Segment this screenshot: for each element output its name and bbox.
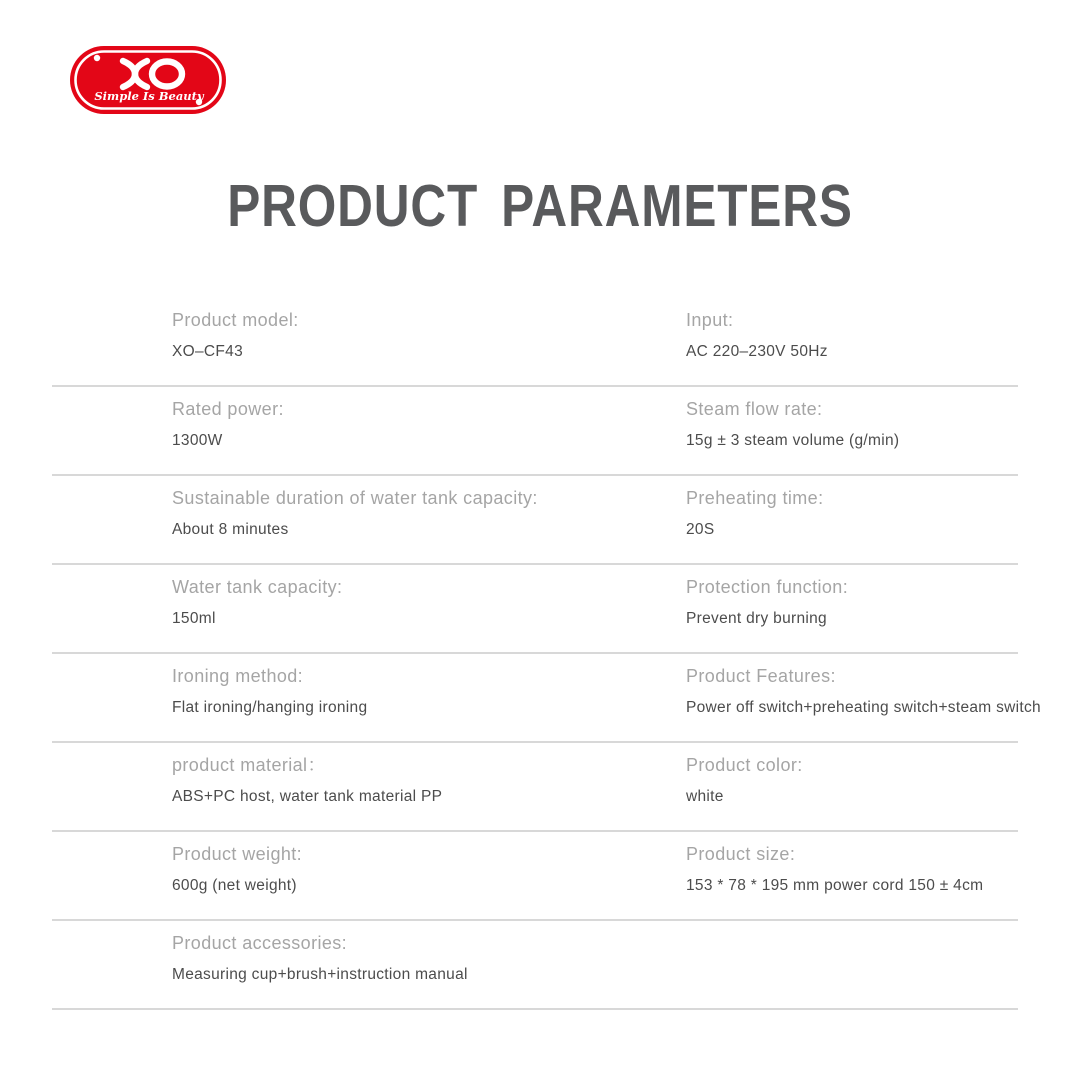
spec-value: white xyxy=(686,788,724,805)
spec-label: product material： xyxy=(172,755,326,775)
spec-cell xyxy=(172,487,672,539)
spec-row-duration xyxy=(52,476,1018,565)
spec-label: Product color: xyxy=(686,755,803,775)
spec-value: AC 220–230V 50Hz xyxy=(686,343,828,360)
spec-cell xyxy=(172,576,672,628)
spec-label: Preheating time: xyxy=(686,488,824,508)
spec-row-rated-power xyxy=(52,387,1018,476)
spec-value: 20S xyxy=(686,521,715,538)
spec-cell xyxy=(686,576,1026,628)
spec-cell xyxy=(686,398,1026,450)
spec-row-water-tank xyxy=(52,565,1018,654)
spec-label: Product weight: xyxy=(172,844,303,864)
spec-cell xyxy=(686,843,1026,895)
spec-label: Ironing method: xyxy=(172,666,304,686)
spec-row-weight xyxy=(52,832,1018,921)
spec-cell xyxy=(686,487,1026,539)
spec-cell xyxy=(172,398,672,450)
spec-row-material xyxy=(52,743,1018,832)
spec-label: Sustainable duration of water tank capacity: xyxy=(172,488,538,508)
spec-label: Input: xyxy=(686,310,734,330)
xo-brand-logo-icon xyxy=(70,46,226,114)
spec-label: Product accessories: xyxy=(172,933,348,953)
spec-value: ABS+PC host, water tank material PP xyxy=(172,788,443,805)
spec-cell xyxy=(172,754,672,806)
spec-value: 15g ± 3 steam volume (g/min) xyxy=(686,432,900,449)
spec-cell xyxy=(172,665,672,717)
spec-cell xyxy=(686,754,1026,806)
spec-value: About 8 minutes xyxy=(172,521,289,538)
spec-label: Product Features: xyxy=(686,666,836,686)
spec-value: 1300W xyxy=(172,432,223,449)
spec-cell xyxy=(172,932,672,984)
spec-cell xyxy=(686,665,1041,717)
spec-value: XO–CF43 xyxy=(172,343,244,360)
spec-value: Flat ironing/hanging ironing xyxy=(172,699,368,716)
spec-value: Prevent dry burning xyxy=(686,610,827,627)
spec-cell xyxy=(172,843,672,895)
spec-value: Power off switch+preheating switch+steam switch xyxy=(686,699,1041,716)
spec-cell xyxy=(686,932,1026,943)
logo-dot-top-left xyxy=(94,55,100,61)
page-title: PRODUCT PARAMETERS xyxy=(227,173,853,239)
spec-value: Measuring cup+brush+instruction manual xyxy=(172,966,468,983)
spec-value: 153 * 78 * 195 mm power cord 150 ± 4cm xyxy=(686,877,984,894)
spec-value: 150ml xyxy=(172,610,216,627)
spec-cell xyxy=(172,309,672,361)
spec-label: Product model: xyxy=(172,310,299,330)
spec-label: Water tank capacity: xyxy=(172,577,343,597)
spec-label: Steam flow rate: xyxy=(686,399,823,419)
spec-value: 600g (net weight) xyxy=(172,877,297,894)
spec-row-ironing-method xyxy=(52,654,1041,743)
spec-row-product-model xyxy=(52,298,1018,387)
spec-table xyxy=(52,298,1041,1010)
spec-row-accessories xyxy=(52,921,1018,1010)
spec-label: Rated power: xyxy=(172,399,284,419)
spec-label: Protection function: xyxy=(686,577,849,597)
logo-tagline: Simple Is Beauty xyxy=(94,89,204,103)
spec-label: Product size: xyxy=(686,844,796,864)
spec-cell xyxy=(686,309,1026,361)
